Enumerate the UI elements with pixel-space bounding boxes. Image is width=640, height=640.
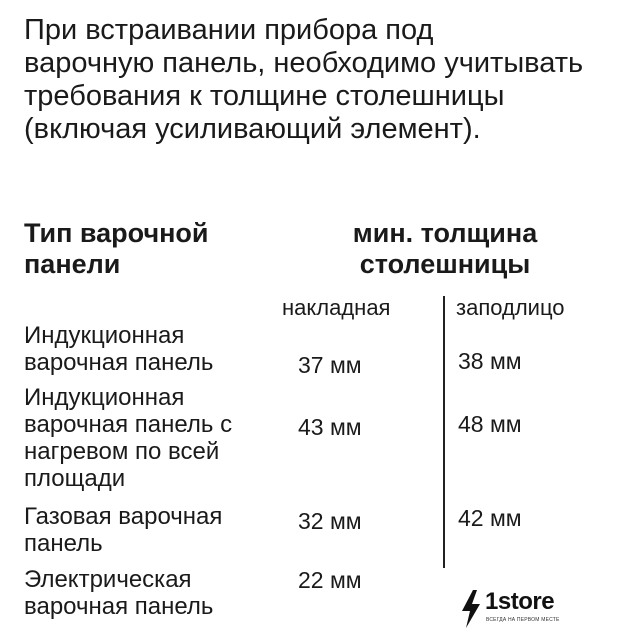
lightning-bolt-icon xyxy=(458,588,484,630)
row-label-line: варочная панель xyxy=(24,349,214,376)
intro-line: (включая усиливающий элемент). xyxy=(24,113,481,145)
row-label-line: Газовая варочная xyxy=(24,503,223,530)
header-line: мин. толщина xyxy=(352,218,538,248)
row-label-induction-full-area xyxy=(24,384,274,492)
header-line: столешницы xyxy=(359,249,531,279)
intro-line: требования к толщине столешницы xyxy=(24,80,505,112)
row-label-line: варочная панель с xyxy=(24,411,233,438)
header-line: панели xyxy=(24,249,121,279)
intro-line: варочную панель, необходимо учитывать xyxy=(24,47,584,79)
row-label-line: Индукционная xyxy=(24,384,185,411)
1store-logo xyxy=(458,588,570,632)
header-hob-type xyxy=(24,218,284,280)
row-label-line: варочная панель xyxy=(24,593,214,620)
row-label-line: нагревом по всей xyxy=(24,438,220,465)
row-label-line: площади xyxy=(24,465,126,492)
logo-text: 1store xyxy=(485,588,555,615)
intro-line: При встраивании прибора под xyxy=(24,14,434,46)
value-flush-gas: 42 мм xyxy=(458,505,522,531)
row-label-electric xyxy=(24,566,274,620)
logo-slogan: ВСЕГДА НА ПЕРВОМ МЕСТЕ xyxy=(486,617,560,623)
column-header-overlay: накладная xyxy=(282,295,391,320)
intro-text xyxy=(24,14,624,146)
column-divider xyxy=(443,296,445,568)
row-label-line: Индукционная xyxy=(24,322,185,349)
header-min-thickness xyxy=(300,218,590,280)
row-label-gas xyxy=(24,503,274,557)
value-flush-induction-full-area: 48 мм xyxy=(458,411,522,437)
row-label-induction xyxy=(24,322,274,376)
row-label-line: Электрическая xyxy=(24,566,192,593)
value-overlay-gas: 32 мм xyxy=(298,508,362,534)
header-line: Тип варочной xyxy=(24,218,209,248)
value-overlay-electric: 22 мм xyxy=(298,567,362,593)
column-header-flush: заподлицо xyxy=(456,295,565,320)
value-flush-induction: 38 мм xyxy=(458,348,522,374)
value-overlay-induction: 37 мм xyxy=(298,352,362,378)
value-overlay-induction-full-area: 43 мм xyxy=(298,414,362,440)
row-label-line: панель xyxy=(24,530,103,557)
